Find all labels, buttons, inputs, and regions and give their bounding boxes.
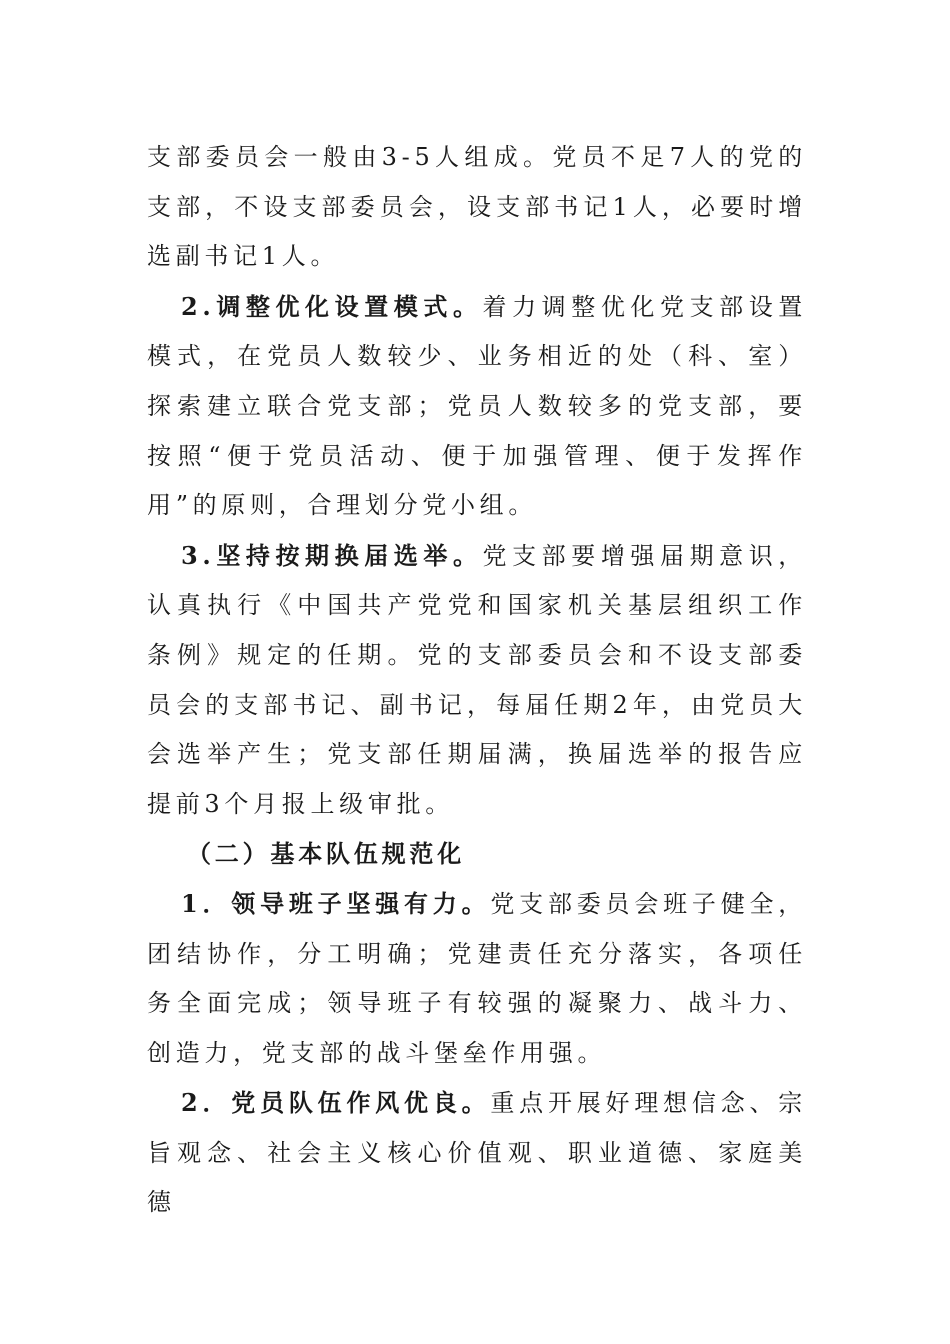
paragraph-lead-heading: 3.坚持按期换届选举。 [181,540,483,570]
paragraph-party-member-style [147,1078,807,1228]
paragraph-lead-heading: 1．领导班子坚强有力。 [181,888,491,918]
paragraph-optimize-setup [147,282,807,531]
section-heading: （二）基本队伍规范化 [187,839,465,869]
paragraph-leadership-team [147,879,807,1078]
paragraph-election-schedule [147,531,807,830]
paragraph-text: 支部委员会一般由3-5人组成。党员不足7人的党的支部，不设支部委员会，设支部书记1人，必要时增选副书记1人。 [147,143,807,271]
paragraph-lead-heading: 2.调整优化设置模式。 [181,291,483,321]
paragraph-branch-committee-size [147,133,807,282]
paragraph-text: 党支部要增强届期意识，认真执行《中国共产党党和国家机关基层组织工作条例》规定的任期。党的支部委员会和不设支部委员会的支部书记、副书记，每届任期2年，由党员大会选举产生；党支部任期届满，换届选举的报告应提前3个月报上级审批。 [147,541,807,818]
paragraph-text: 重点开展好理想信念、宗旨观念、社会主义核心价值观、职业道德、家庭美德 [147,1089,807,1217]
paragraph-text: 着力调整优化党支部设置模式，在党员人数较少、业务相近的处（科、室）探索建立联合党支部；党员人数较多的党支部，要按照“便于党员活动、便于加强管理、便于发挥作用”的原则，合理划分党小组。 [147,292,807,520]
paragraph-text: 党支部委员会班子健全，团结协作，分工明确；党建责任充分落实，各项任务全面完成；领导班子有较强的凝聚力、战斗力、创造力，党支部的战斗堡垒作用强。 [147,889,807,1067]
paragraph-lead-heading: 2．党员队伍作风优良。 [181,1088,491,1118]
document-page [147,133,807,1228]
